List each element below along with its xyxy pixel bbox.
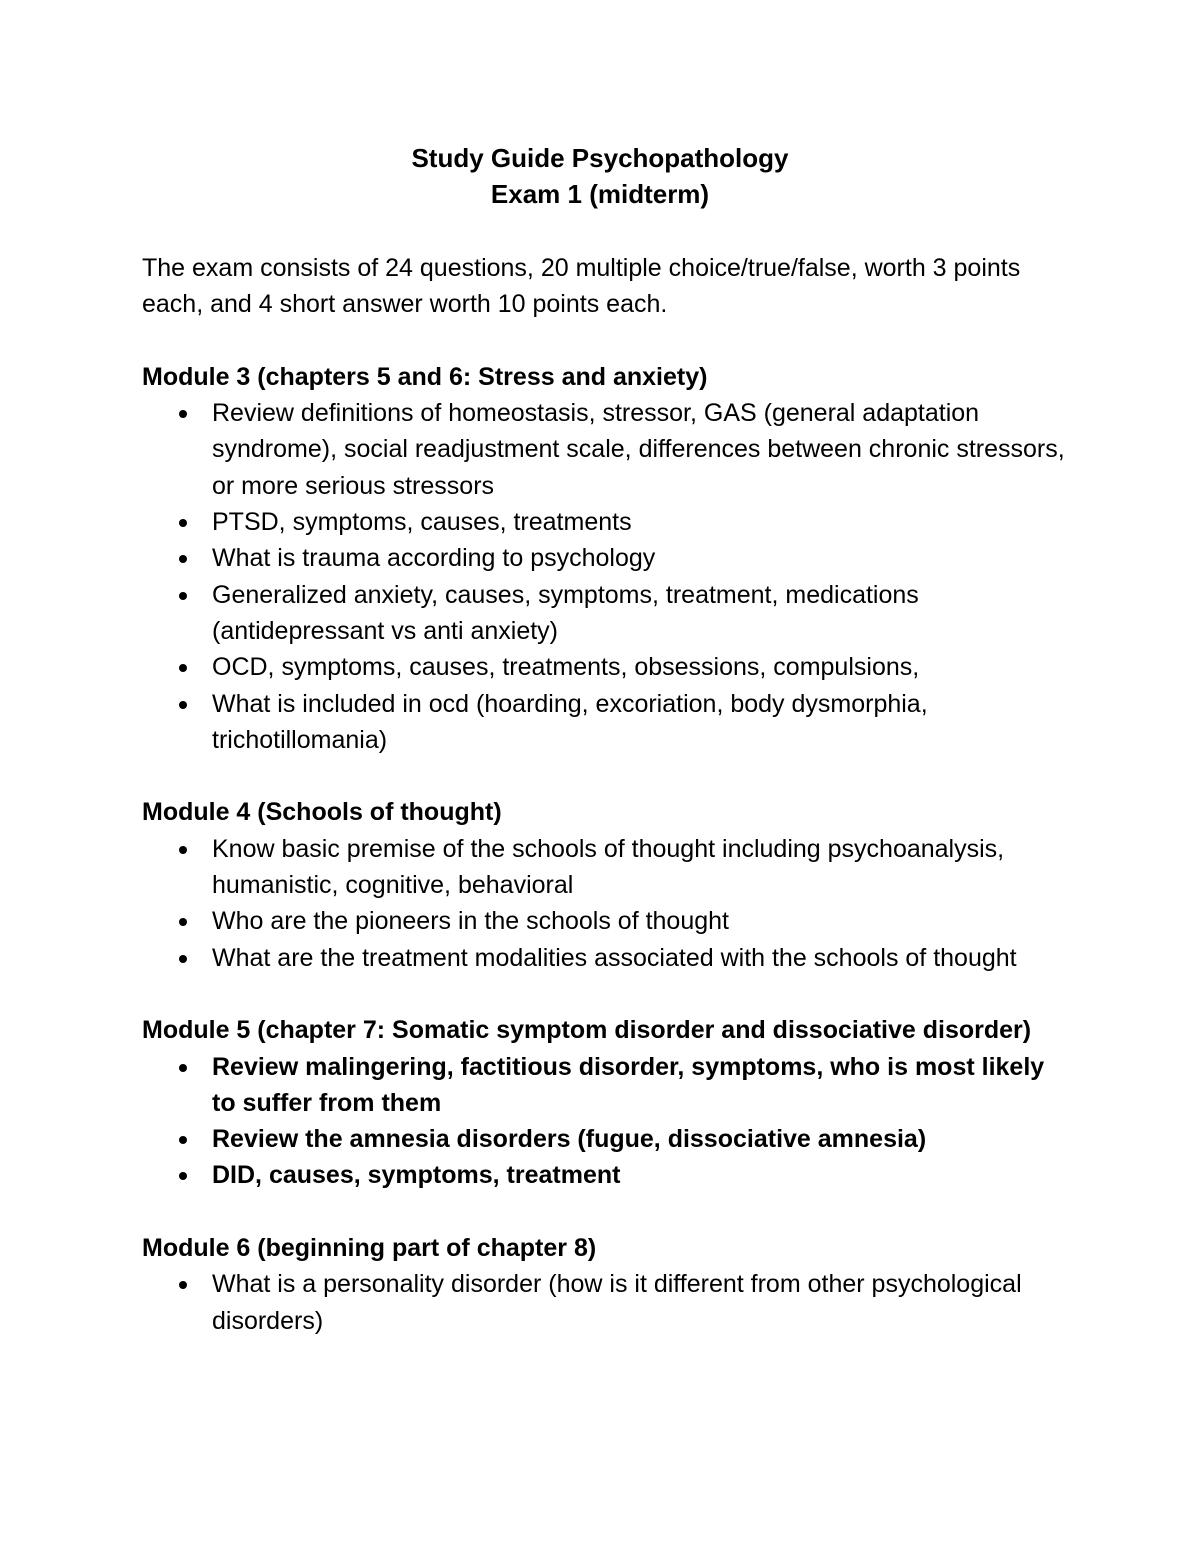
document-title: Study Guide Psychopathology [411,143,789,173]
list-item-text: Know basic premise of the schools of thought including psychoanalysis, humanistic, cognitive, behavioral [212,834,1005,900]
list-item [212,903,1072,939]
module-3-list [142,395,1072,758]
list-item [212,1157,1072,1193]
list-item [212,395,1072,504]
list-item-text: What is trauma according to psychology [212,544,656,573]
list-item [212,649,1072,685]
spacer [142,1194,1072,1230]
module-6-section [142,1230,1072,1339]
bullet-icon [179,955,187,963]
list-item-text: Review definitions of homeostasis, stressor, GAS (general adaptation syndrome), social readjustment scale, differences between chronic stressors, or more serious stressors [212,399,1065,500]
list-item [212,940,1072,976]
module-6-list [142,1266,1072,1339]
list-item [212,1121,1072,1157]
bullet-icon [179,701,187,709]
list-item [212,1266,1072,1339]
module-5-section [142,1012,1072,1193]
module-3-heading: Module 3 (chapters 5 and 6: Stress and anxiety) [142,362,708,391]
bullet-icon [179,1281,187,1289]
list-item-text: Review malingering, factitious disorder, symptoms, who is most likely to suffer from them [212,1052,1045,1117]
list-item-text: DID, causes, symptoms, treatment [212,1161,621,1190]
list-item [212,577,1072,650]
module-4-list [142,831,1072,976]
module-5-heading: Module 5 (chapter 7: Somatic symptom disorder and dissociative disorder) [142,1016,1032,1045]
list-item-text: Generalized anxiety, causes, symptoms, treatment, medications (antidepressant vs anti anxiety) [212,580,919,645]
spacer [142,323,1072,359]
list-item [212,831,1072,904]
bullet-icon [179,664,187,672]
module-6-heading: Module 6 (beginning part of chapter 8) [142,1234,597,1263]
bullet-icon [179,846,187,854]
document-body [142,250,1072,1339]
list-item-text: PTSD, symptoms, causes, treatments [212,508,632,537]
module-4-section [142,794,1072,975]
intro-paragraph: The exam consists of 24 questions, 20 multiple choice/true/false, worth 3 points each, and 4 short answer worth 10 points each. [142,254,1021,319]
list-item-text: What is a personality disorder (how is it different from other psychological disorders) [212,1270,1022,1335]
bullet-icon [179,410,187,418]
list-item-text: What are the treatment modalities associated with the schools of thought [212,943,1017,972]
spacer [142,758,1072,794]
bullet-icon [179,1172,187,1180]
title-block [0,140,1200,212]
list-item [212,504,1072,540]
bullet-icon [179,555,187,563]
bullet-icon [179,1136,187,1144]
module-5-list [142,1049,1072,1194]
list-item [212,540,1072,576]
list-item-text: What is included in ocd (hoarding, excoriation, body dysmorphia, trichotillomania) [212,689,928,754]
list-item-text: Review the amnesia disorders (fugue, dissociative amnesia) [212,1125,927,1154]
list-item [212,1049,1072,1122]
list-item [212,686,1072,759]
bullet-icon [179,918,187,926]
list-item-text: OCD, symptoms, causes, treatments, obsessions, compulsions, [212,653,920,682]
module-3-section [142,359,1072,758]
document-subtitle: Exam 1 (midterm) [490,179,710,209]
bullet-icon [179,519,187,527]
bullet-icon [179,1064,187,1072]
list-item-text: Who are the pioneers in the schools of thought [212,907,729,936]
spacer [142,976,1072,1012]
bullet-icon [179,592,187,600]
module-4-heading: Module 4 (Schools of thought) [142,798,502,827]
